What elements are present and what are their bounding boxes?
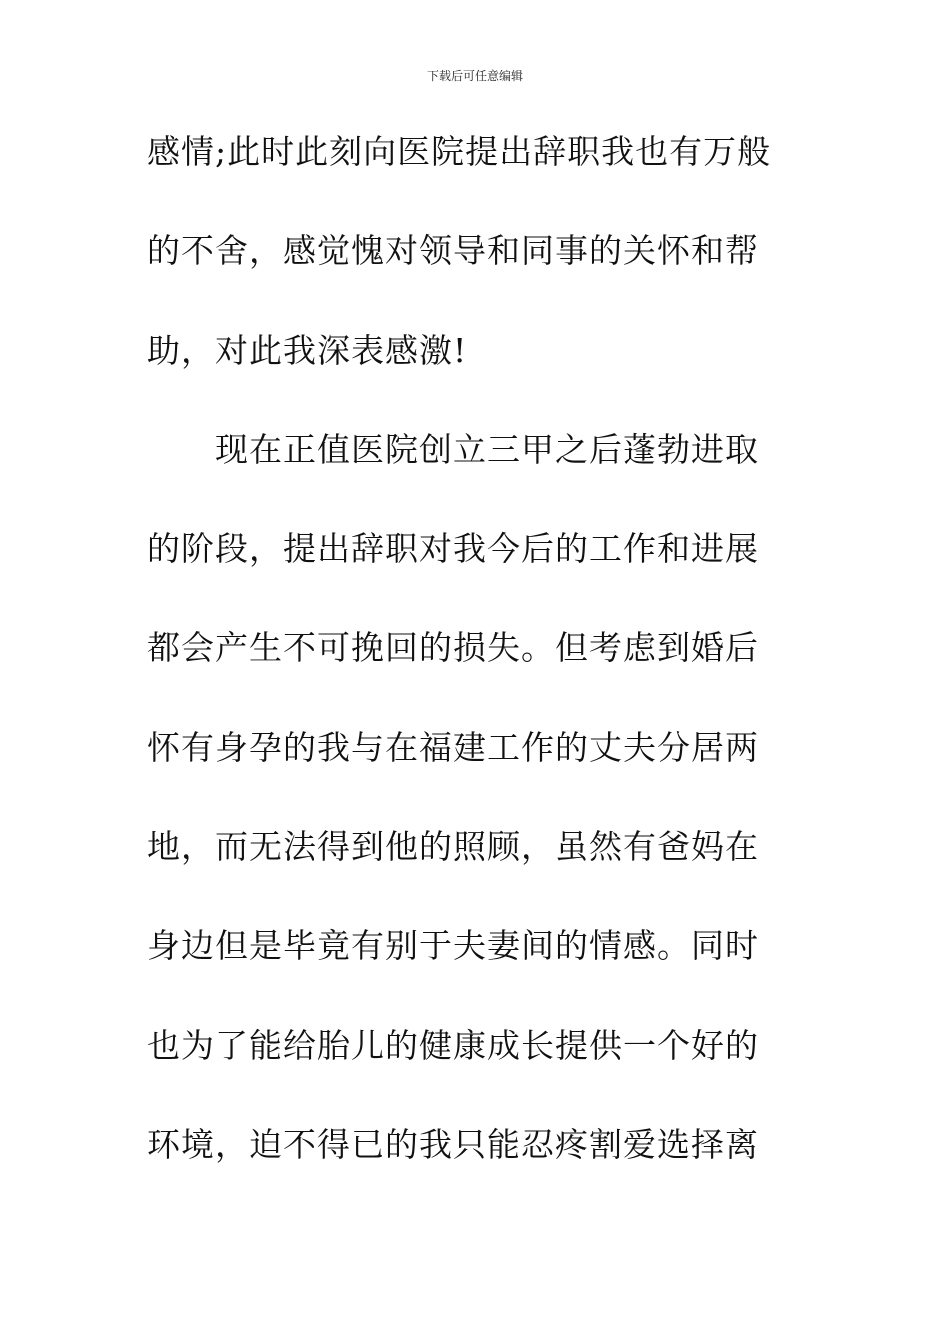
text-line: 现在正值医院创立三甲之后蓬勃进取 [147,429,759,469]
text-line: 感情;此时此刻向医院提出辞职我也有万般 [147,132,772,171]
text-line: 身边但是毕竟有别于夫妻间的情感。同时 [147,926,759,966]
text-line: 的不舍，感觉愧对领导和同事的关怀和帮 [147,231,759,271]
text-line: 助，对此我深表感激! [147,330,468,370]
text-line: 也为了能给胎儿的健康成长提供一个好的 [147,1025,759,1065]
text-line: 怀有身孕的我与在福建工作的丈夫分居两 [147,727,759,767]
text-line: 环境，迫不得已的我只能忍疼割爱选择离 [147,1124,759,1164]
page-header-note: 下载后可任意编辑 [426,69,523,83]
text-line: 地，而无法得到他的照顾，虽然有爸妈在 [147,827,759,867]
text-line: 都会产生不可挽回的损失。但考虑到婚后 [147,628,759,668]
document-body [147,126,807,1218]
text-line: 的阶段，提出辞职对我今后的工作和进展 [147,529,759,569]
